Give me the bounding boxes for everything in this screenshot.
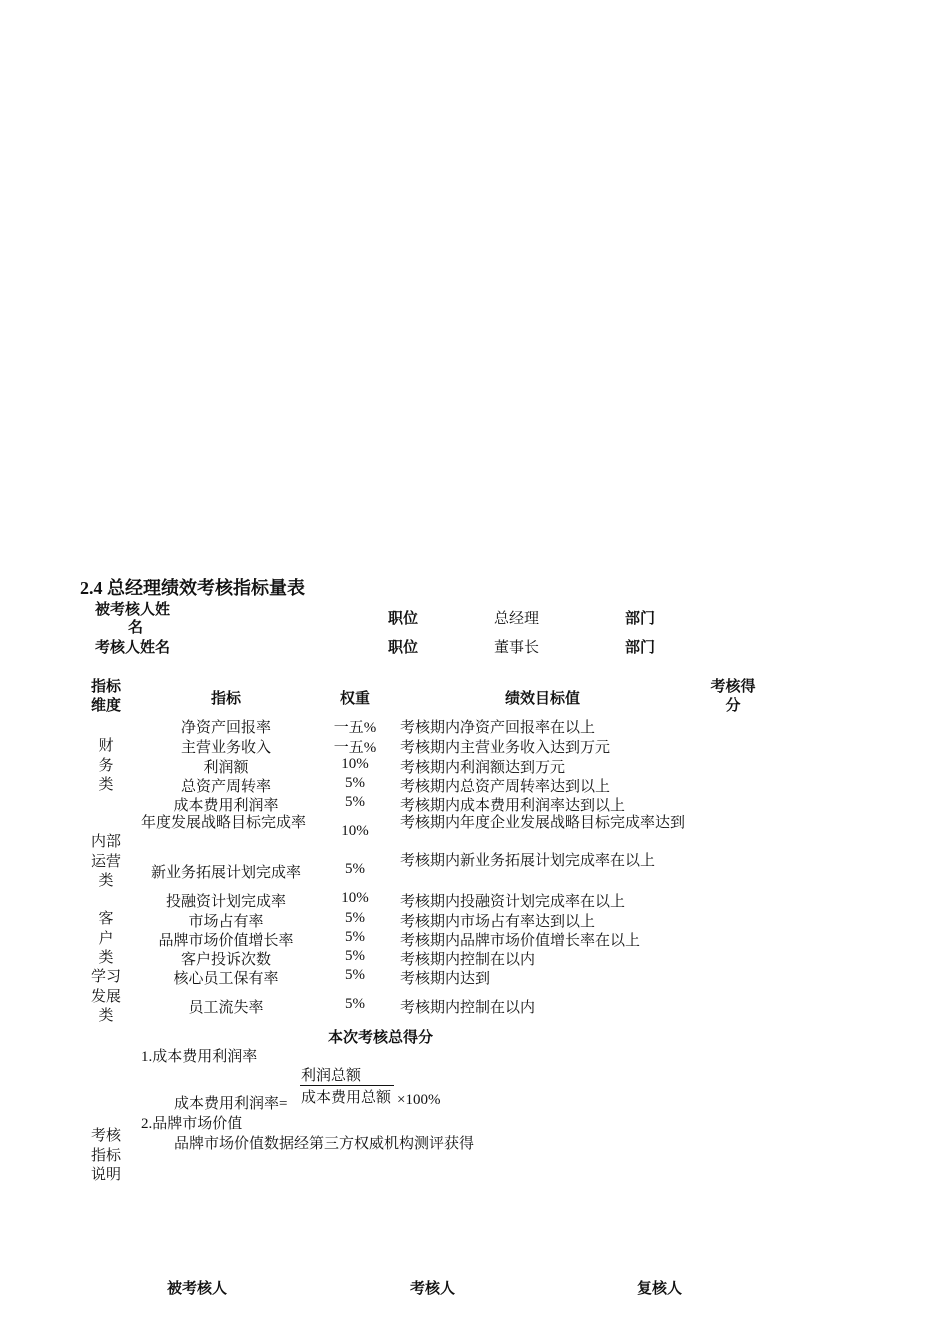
signature-examinee: 被考核人 <box>167 1279 228 1297</box>
note-item-2-description: 品牌市场价值数据经第三方权威机构测评获得 <box>174 1136 475 1152</box>
column-header-dimension <box>80 677 132 715</box>
column-header-score-line2: 分 <box>725 696 741 714</box>
indicator-cell: 年度发展战略目标完成率 <box>141 815 307 831</box>
examiner-position-label: 职位 <box>388 638 419 656</box>
column-header-indicator: 指标 <box>210 689 241 707</box>
column-header-target: 绩效目标值 <box>504 689 580 707</box>
indicator-cell: 员工流失率 <box>188 1000 264 1016</box>
examiner-position-value: 董事长 <box>494 640 540 656</box>
dimension-finance <box>80 737 132 796</box>
dimension-operations-line: 内部 <box>90 834 121 850</box>
indicator-cell: 品牌市场价值增长率 <box>158 933 294 949</box>
target-cell: 考核期内投融资计划完成率在以上 <box>400 894 626 910</box>
dimension-learning-line: 学习 <box>90 969 121 985</box>
weight-cell: 5% <box>345 794 365 810</box>
weight-cell: 5% <box>345 775 365 791</box>
note-item-1: 1.成本费用利润率 <box>141 1049 258 1065</box>
examiner-name-label: 考核人姓名 <box>95 638 171 656</box>
note-item-2: 2.品牌市场价值 <box>141 1116 243 1132</box>
dimension-finance-line: 财 <box>98 738 114 754</box>
indicator-cell: 投融资计划完成率 <box>165 894 286 910</box>
notes-label-line: 说明 <box>90 1167 121 1183</box>
target-cell: 考核期内年度企业发展战略目标完成率达到 <box>400 815 686 831</box>
page-title: 2.4 总经理绩效考核指标量表 <box>80 578 305 598</box>
examinee-position-value: 总经理 <box>494 611 540 627</box>
target-cell: 考核期内利润额达到万元 <box>400 760 566 776</box>
formula-numerator: 利润总额 <box>301 1068 362 1084</box>
target-cell: 考核期内净资产回报率在以上 <box>400 720 596 736</box>
weight-cell: 5% <box>345 910 365 926</box>
weight-cell: 5% <box>345 967 365 983</box>
notes-label <box>80 1127 132 1186</box>
weight-cell: 10% <box>341 890 369 906</box>
signature-reviewer: 复核人 <box>637 1279 683 1297</box>
indicator-cell: 客户投诉次数 <box>180 952 271 968</box>
notes-label-line: 考核 <box>90 1128 121 1144</box>
column-header-weight: 权重 <box>339 689 370 707</box>
weight-cell: 5% <box>345 861 365 877</box>
dimension-customer-line: 户 <box>98 930 114 947</box>
target-cell: 考核期内总资产周转率达到以上 <box>400 779 611 795</box>
dimension-customer-line: 类 <box>98 950 114 966</box>
weight-cell: 5% <box>345 929 365 945</box>
column-header-score-line1: 考核得 <box>710 677 756 695</box>
weight-cell: 一五% <box>333 720 377 736</box>
dimension-operations-line: 类 <box>98 873 114 889</box>
dimension-learning-line: 类 <box>98 1008 114 1024</box>
target-cell: 考核期内控制在以内 <box>400 1000 536 1016</box>
target-cell: 考核期内成本费用利润率达到以上 <box>400 798 626 814</box>
target-cell: 考核期内控制在以内 <box>400 952 536 968</box>
examiner-department-label: 部门 <box>625 638 656 656</box>
dimension-learning-line: 发展 <box>90 988 121 1005</box>
target-cell: 考核期内市场占有率达到以上 <box>400 914 596 930</box>
indicator-cell: 主营业务收入 <box>180 740 271 756</box>
weight-cell: 一五% <box>333 740 377 756</box>
indicator-cell: 总资产周转率 <box>180 779 271 795</box>
indicator-cell: 核心员工保有率 <box>173 971 279 987</box>
dimension-customer <box>80 910 132 969</box>
formula-prefix: 成本费用利润率= <box>174 1096 288 1112</box>
column-header-dimension-line2: 维度 <box>90 696 121 714</box>
formula-suffix: ×100% <box>397 1092 441 1108</box>
examinee-department-label: 部门 <box>625 609 656 627</box>
indicator-cell: 成本费用利润率 <box>173 798 279 814</box>
examinee-position-label: 职位 <box>388 609 419 627</box>
target-cell: 考核期内品牌市场价值增长率在以上 <box>400 933 641 949</box>
dimension-finance-line: 务 <box>98 757 114 774</box>
target-cell: 考核期内主营业务收入达到万元 <box>400 740 611 756</box>
target-cell: 考核期内新业务拓展计划完成率在以上 <box>400 853 656 869</box>
dimension-finance-line: 类 <box>98 777 114 793</box>
indicator-cell: 净资产回报率 <box>180 720 271 736</box>
total-score-label: 本次考核总得分 <box>328 1028 434 1046</box>
dimension-learning <box>80 968 132 1027</box>
weight-cell: 5% <box>345 948 365 964</box>
signature-examiner: 考核人 <box>410 1279 456 1297</box>
notes-label-line: 指标 <box>90 1147 121 1164</box>
indicator-cell: 利润额 <box>203 760 249 776</box>
dimension-customer-line: 客 <box>98 911 114 927</box>
examinee-name-label: 被考核人姓 <box>95 600 171 618</box>
weight-cell: 10% <box>341 756 369 772</box>
examinee-name-label-cont: 名 <box>128 618 144 636</box>
dimension-operations-line: 运营 <box>90 853 121 870</box>
indicator-cell: 新业务拓展计划完成率 <box>150 865 301 881</box>
target-cell: 考核期内达到 <box>400 971 491 987</box>
weight-cell: 5% <box>345 996 365 1012</box>
dimension-operations <box>80 833 132 892</box>
indicator-cell: 市场占有率 <box>188 914 264 930</box>
column-header-score <box>700 677 766 715</box>
column-header-dimension-line1: 指标 <box>90 677 121 695</box>
formula-denominator: 成本费用总额 <box>301 1090 392 1106</box>
weight-cell: 10% <box>341 823 369 839</box>
